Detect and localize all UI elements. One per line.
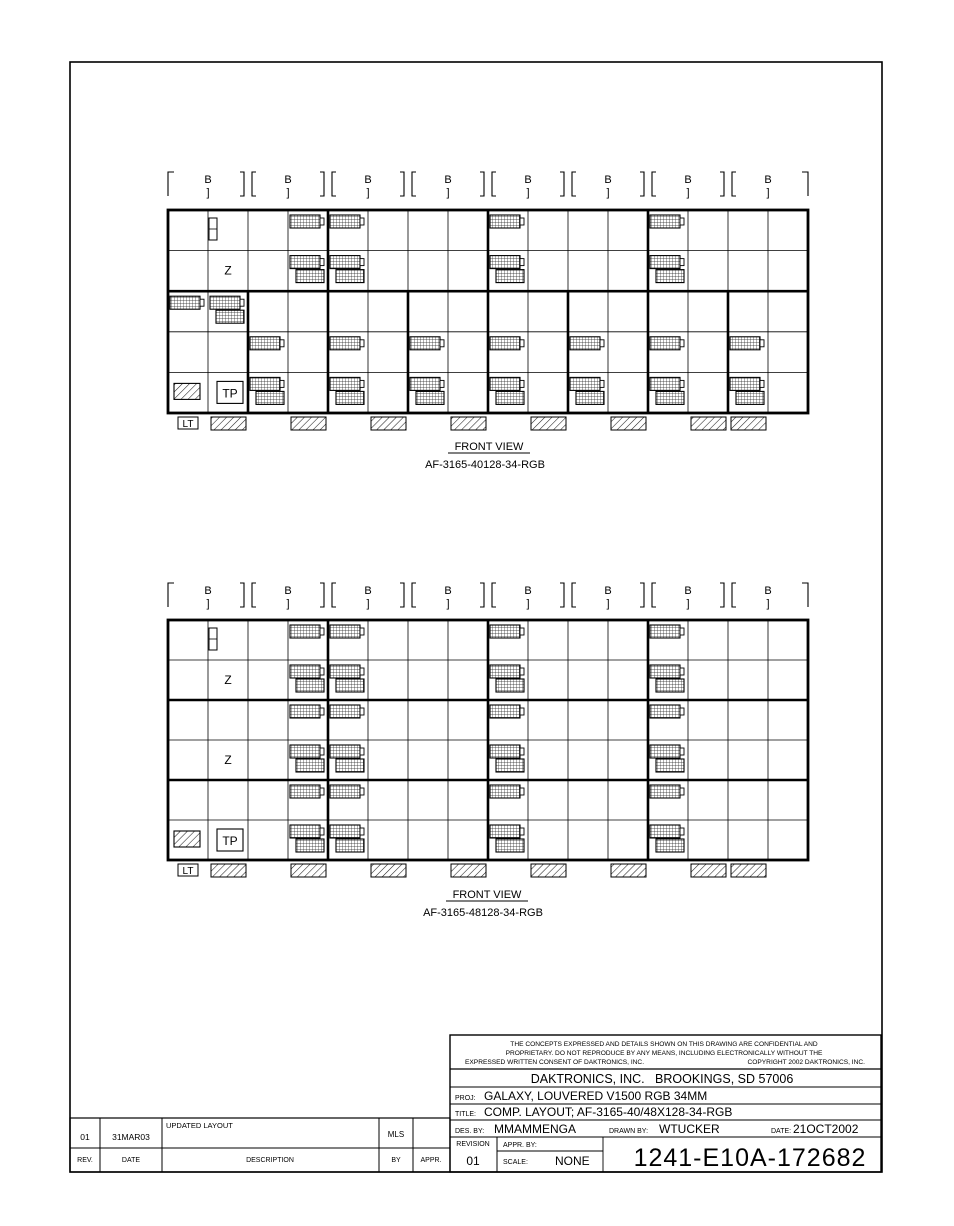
column-label: B xyxy=(444,174,452,186)
connector-strip xyxy=(371,864,406,877)
bracket-close xyxy=(320,172,324,196)
column-label: B xyxy=(604,174,612,186)
connector-strip xyxy=(291,417,326,430)
column-sublabel: ] xyxy=(686,598,690,610)
column-label: B xyxy=(364,174,372,186)
power-supply-icon xyxy=(656,270,684,283)
column-sublabel: ] xyxy=(686,187,690,199)
column-label: B xyxy=(524,174,532,186)
power-supply-icon xyxy=(416,391,444,404)
power-supply-icon xyxy=(250,337,280,350)
drawing-number: 1241-E10A-172682 xyxy=(633,1144,867,1172)
connector-icon xyxy=(440,380,444,387)
power-supply-icon xyxy=(490,665,520,678)
front-view-1 xyxy=(168,172,808,430)
power-supply-icon xyxy=(650,215,680,228)
connector-strip xyxy=(731,864,766,877)
power-supply-icon xyxy=(290,745,320,758)
connector-strip xyxy=(451,864,486,877)
bracket-left xyxy=(168,583,174,607)
des-by-label: DES. BY: xyxy=(455,1128,485,1135)
column-label: B xyxy=(684,585,692,597)
power-supply-icon xyxy=(490,825,520,838)
column-label: B xyxy=(684,174,692,186)
power-supply-icon xyxy=(170,296,200,309)
connector-icon xyxy=(360,828,364,835)
power-supply-icon xyxy=(290,625,320,638)
bracket-open xyxy=(732,172,736,196)
drawn-by-value: WTUCKER xyxy=(659,1122,720,1136)
connector-icon xyxy=(680,218,684,225)
connector-icon xyxy=(360,340,364,347)
column-sublabel: ] xyxy=(606,598,610,610)
revision-label: REVISION xyxy=(456,1141,490,1148)
column-sublabel: ] xyxy=(206,598,210,610)
bracket-open xyxy=(572,172,576,196)
lt-label: LT xyxy=(182,866,194,877)
connector-icon xyxy=(520,828,524,835)
power-supply-icon xyxy=(650,785,680,798)
bracket-close xyxy=(400,583,404,607)
z-label: Z xyxy=(224,263,232,278)
connector-strip xyxy=(531,864,566,877)
bracket-open xyxy=(412,583,416,607)
bracket-left xyxy=(168,172,174,196)
column-sublabel: ] xyxy=(446,598,450,610)
column-label: B xyxy=(764,174,772,186)
proj-value: GALAXY, LOUVERED V1500 RGB 34MM xyxy=(484,1089,708,1103)
appr-by-label: APPR. BY: xyxy=(503,1142,537,1149)
column-label: B xyxy=(284,174,292,186)
connector-icon xyxy=(520,340,524,347)
connector-icon xyxy=(280,380,284,387)
des-by-value: MMAMMENGA xyxy=(494,1122,576,1136)
date-header: DATE xyxy=(121,1157,141,1164)
power-supply-icon xyxy=(650,665,680,678)
bracket-close xyxy=(720,172,724,196)
scale-value: NONE xyxy=(555,1154,590,1168)
bracket-open xyxy=(732,583,736,607)
connector-strip xyxy=(211,864,246,877)
connector-strip xyxy=(531,417,566,430)
power-supply-icon xyxy=(650,377,680,390)
connector-icon xyxy=(680,748,684,755)
bracket-close xyxy=(320,583,324,607)
connector-icon xyxy=(520,628,524,635)
power-supply-icon xyxy=(330,825,360,838)
bracket-close xyxy=(400,172,404,196)
connector-icon xyxy=(320,788,324,795)
view-2-title: FRONT VIEW xyxy=(452,889,522,901)
connector-icon xyxy=(320,748,324,755)
copyright: COPYRIGHT 2002 DAKTRONICS, INC. xyxy=(747,1059,865,1066)
column-sublabel: ] xyxy=(286,187,290,199)
bracket-open xyxy=(252,583,256,607)
description-cell: UPDATED LAYOUT xyxy=(166,1121,233,1130)
connector-icon xyxy=(240,299,244,306)
bracket-close xyxy=(480,172,484,196)
power-supply-icon xyxy=(290,215,320,228)
appr-header: APPR. xyxy=(420,1157,442,1164)
scale-label: SCALE: xyxy=(503,1159,528,1166)
connector-icon xyxy=(680,340,684,347)
power-supply-icon xyxy=(490,377,520,390)
date-value: 21OCT2002 xyxy=(793,1122,859,1136)
connector-icon xyxy=(760,340,764,347)
connector-icon xyxy=(520,788,524,795)
column-sublabel: ] xyxy=(206,187,210,199)
bracket-close xyxy=(240,172,244,196)
power-supply-icon xyxy=(570,377,600,390)
power-supply-icon xyxy=(730,377,760,390)
power-supply-icon xyxy=(650,745,680,758)
connector-icon xyxy=(600,380,604,387)
power-supply-icon xyxy=(576,391,604,404)
bracket-close xyxy=(240,583,244,607)
bracket-close xyxy=(640,583,644,607)
power-supply-icon xyxy=(336,679,364,692)
bracket-open xyxy=(332,583,336,607)
bracket-close xyxy=(720,583,724,607)
bracket-open xyxy=(492,583,496,607)
column-label: B xyxy=(604,585,612,597)
connector-icon xyxy=(680,628,684,635)
column-label: B xyxy=(364,585,372,597)
bracket-right xyxy=(802,583,808,607)
connector-strip xyxy=(611,417,646,430)
column-label: B xyxy=(764,585,772,597)
power-supply-icon xyxy=(730,337,760,350)
connector-icon xyxy=(520,218,524,225)
column-label: B xyxy=(204,585,212,597)
bracket-open xyxy=(652,172,656,196)
power-supply-icon xyxy=(250,377,280,390)
column-label: B xyxy=(524,585,532,597)
bracket-right xyxy=(802,172,808,196)
title-value: COMP. LAYOUT; AF-3165-40/48X128-34-RGB xyxy=(484,1105,733,1119)
connector-icon xyxy=(680,668,684,675)
power-supply-icon xyxy=(570,337,600,350)
column-sublabel: ] xyxy=(766,598,770,610)
power-supply-icon xyxy=(496,270,524,283)
lt-label: LT xyxy=(182,419,194,430)
connector-icon xyxy=(360,259,364,266)
bracket-open xyxy=(332,172,336,196)
connector-icon xyxy=(520,380,524,387)
connector-icon xyxy=(280,340,284,347)
z-label: Z xyxy=(224,673,232,687)
power-supply-icon xyxy=(330,337,360,350)
connector-strip xyxy=(731,417,766,430)
connector-strip xyxy=(291,864,326,877)
connector-icon xyxy=(520,748,524,755)
connector-icon xyxy=(360,218,364,225)
z-label: Z xyxy=(224,753,232,767)
power-supply-icon xyxy=(296,679,324,692)
view-2-part-number: AF-3165-48128-34-RGB xyxy=(423,907,543,919)
power-supply-icon xyxy=(330,705,360,718)
power-supply-icon xyxy=(330,377,360,390)
by-header: BY xyxy=(391,1157,401,1164)
column-sublabel: ] xyxy=(526,187,530,199)
tp-label: TP xyxy=(222,834,238,848)
connector-icon xyxy=(520,668,524,675)
power-supply-icon xyxy=(296,839,324,852)
power-supply-icon xyxy=(330,256,360,269)
power-supply-icon xyxy=(210,296,240,309)
power-supply-icon xyxy=(490,337,520,350)
power-supply-icon xyxy=(496,839,524,852)
tp-label: TP xyxy=(222,386,238,401)
date-cell: 31MAR03 xyxy=(112,1132,150,1142)
power-supply-icon xyxy=(650,337,680,350)
connector-icon xyxy=(760,380,764,387)
power-supply-icon xyxy=(650,256,680,269)
connector-icon xyxy=(320,828,324,835)
rev-cell: 01 xyxy=(80,1132,90,1142)
connector-icon xyxy=(600,340,604,347)
bracket-close xyxy=(560,172,564,196)
power-supply-icon xyxy=(290,256,320,269)
power-supply-icon xyxy=(490,705,520,718)
drawn-by-label: DRAWN BY: xyxy=(609,1128,649,1135)
bracket-close xyxy=(480,583,484,607)
power-supply-icon xyxy=(336,759,364,772)
connector-icon xyxy=(680,788,684,795)
connector-icon xyxy=(520,708,524,715)
column-sublabel: ] xyxy=(446,187,450,199)
confidential-line-2: PROPRIETARY. DO NOT REPRODUCE BY ANY MEANS, INCLUDING ELECTRONICALLY WITHOUT THE xyxy=(505,1050,823,1057)
column-label: B xyxy=(284,585,292,597)
column-sublabel: ] xyxy=(606,187,610,199)
power-supply-icon xyxy=(490,215,520,228)
connector-strip xyxy=(451,417,486,430)
column-label: B xyxy=(444,585,452,597)
power-supply-icon xyxy=(656,391,684,404)
column-sublabel: ] xyxy=(366,187,370,199)
connector-icon xyxy=(440,340,444,347)
bracket-close xyxy=(560,583,564,607)
power-supply-icon xyxy=(490,745,520,758)
power-supply-icon xyxy=(656,839,684,852)
bracket-close xyxy=(640,172,644,196)
power-supply-icon xyxy=(410,377,440,390)
column-label: B xyxy=(204,174,212,186)
power-supply-icon xyxy=(736,391,764,404)
power-supply-icon xyxy=(330,215,360,228)
connector-icon xyxy=(320,259,324,266)
revision-table xyxy=(70,1118,450,1172)
column-sublabel: ] xyxy=(766,187,770,199)
proj-label: PROJ: xyxy=(455,1095,476,1102)
company-name: DAKTRONICS, INC. BROOKINGS, SD 57006 xyxy=(530,1072,794,1086)
by-cell: MLS xyxy=(387,1130,405,1139)
connector-icon xyxy=(320,628,324,635)
connector-icon xyxy=(360,380,364,387)
power-supply-icon xyxy=(296,759,324,772)
connector-icon xyxy=(320,218,324,225)
revision-value: 01 xyxy=(466,1154,480,1168)
connector-icon xyxy=(360,628,364,635)
bracket-open xyxy=(412,172,416,196)
power-supply-icon xyxy=(330,625,360,638)
bracket-open xyxy=(492,172,496,196)
power-supply-icon xyxy=(650,625,680,638)
connector-icon xyxy=(680,708,684,715)
connector-icon xyxy=(360,788,364,795)
front-view-2 xyxy=(168,583,808,877)
view-1-title: FRONT VIEW xyxy=(454,441,524,453)
connector-icon xyxy=(200,299,204,306)
power-supply-icon xyxy=(216,310,244,323)
power-supply-icon xyxy=(330,785,360,798)
sensor-icon xyxy=(174,383,200,399)
confidential-line-3: EXPRESSED WRITTEN CONSENT OF DAKTRONICS, INC. xyxy=(465,1059,645,1066)
connector-strip xyxy=(211,417,246,430)
power-supply-icon xyxy=(650,825,680,838)
connector-icon xyxy=(320,668,324,675)
power-supply-icon xyxy=(290,705,320,718)
power-supply-icon xyxy=(490,625,520,638)
power-supply-icon xyxy=(490,785,520,798)
connector-strip xyxy=(691,864,726,877)
power-supply-icon xyxy=(656,759,684,772)
column-sublabel: ] xyxy=(286,598,290,610)
power-supply-icon xyxy=(290,665,320,678)
power-supply-icon xyxy=(256,391,284,404)
column-sublabel: ] xyxy=(366,598,370,610)
connector-icon xyxy=(680,259,684,266)
connector-icon xyxy=(680,828,684,835)
connector-icon xyxy=(320,708,324,715)
bracket-open xyxy=(572,583,576,607)
bracket-open xyxy=(652,583,656,607)
power-supply-icon xyxy=(290,785,320,798)
bracket-open xyxy=(252,172,256,196)
title-label: TITLE: xyxy=(455,1111,477,1118)
power-supply-icon xyxy=(290,825,320,838)
rev-header: REV. xyxy=(77,1157,93,1164)
confidential-line-1: THE CONCEPTS EXPRESSED AND DETAILS SHOWN ON THIS DRAWING ARE CONFIDENTIAL AND xyxy=(510,1041,818,1048)
power-supply-icon xyxy=(496,391,524,404)
connector-icon xyxy=(680,380,684,387)
power-supply-icon xyxy=(496,759,524,772)
connector-icon xyxy=(360,668,364,675)
connector-icon xyxy=(360,708,364,715)
sensor-icon xyxy=(174,831,200,847)
power-supply-icon xyxy=(336,839,364,852)
connector-icon xyxy=(520,259,524,266)
column-sublabel: ] xyxy=(526,598,530,610)
power-supply-icon xyxy=(650,705,680,718)
connector-icon xyxy=(360,748,364,755)
title-block xyxy=(450,1035,881,1172)
date-label: DATE: xyxy=(771,1128,792,1135)
power-supply-icon xyxy=(296,270,324,283)
power-supply-icon xyxy=(336,270,364,283)
connector-strip xyxy=(691,417,726,430)
description-header: DESCRIPTION xyxy=(246,1157,294,1164)
power-supply-icon xyxy=(410,337,440,350)
connector-strip xyxy=(611,864,646,877)
sheet-border xyxy=(70,62,882,1172)
power-supply-icon xyxy=(336,391,364,404)
power-supply-icon xyxy=(496,679,524,692)
connector-strip xyxy=(371,417,406,430)
power-supply-icon xyxy=(330,745,360,758)
power-supply-icon xyxy=(490,256,520,269)
power-supply-icon xyxy=(656,679,684,692)
view-1-part-number: AF-3165-40128-34-RGB xyxy=(425,459,545,471)
power-supply-icon xyxy=(330,665,360,678)
